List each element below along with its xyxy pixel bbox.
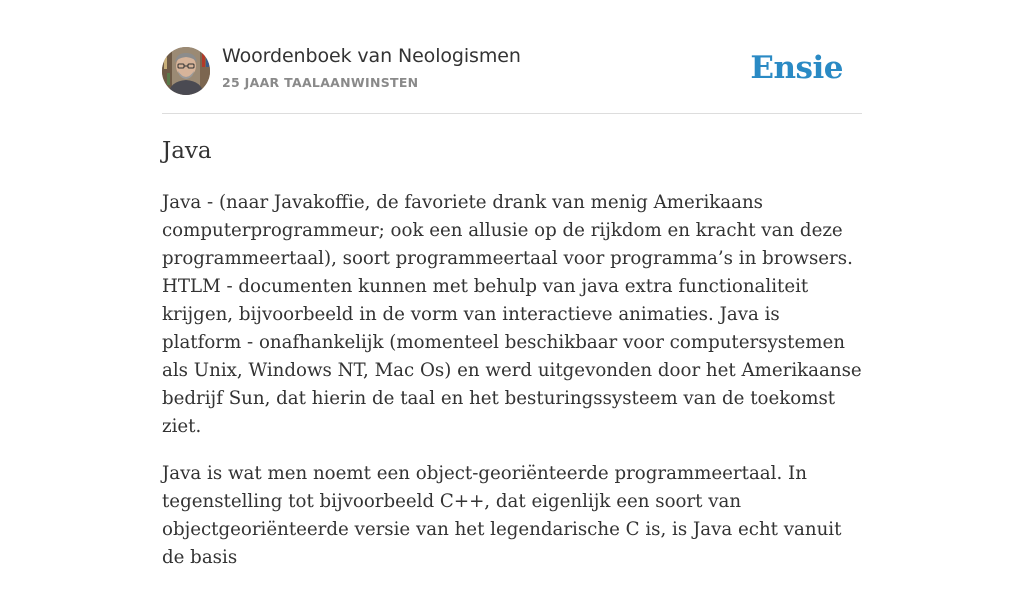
ensie-logo[interactable]: Ensie xyxy=(750,50,843,86)
source-subtitle: 25 JAAR TAALAANWINSTEN xyxy=(222,75,419,90)
page xyxy=(162,0,862,568)
source-title[interactable]: Woordenboek van Neologismen xyxy=(222,45,521,67)
author-portrait-icon xyxy=(162,47,210,95)
entry-paragraph: Java - (naar Javakoffie, de favoriete drank van menig Amerikaans computerprogrammeur; ook een allusie op de rijkdom en kracht van deze programmeertaal), soort programmeertaal voor programma’s in browsers. HTLM - documenten kunnen met behulp van java extra functionaliteit krijgen, bijvoorbeeld in de vorm van interactieve animaties. Java is platform - onafhankelijk (momenteel beschikbaar voor computersystemen als Unix, Windows NT, Mac Os) en werd uitgevonden door het Amerikaanse bedrijf Sun, dat hierin de taal en het besturingssysteem van de toekomst ziet. xyxy=(162,192,862,437)
entry-paragraph: Java is wat men noemt een object-georiënteerde programmeertaal. In tegenstelling tot bijvoorbeeld C++, dat eigenlijk een soort van objectgeoriënteerde versie van het legendarische C is, is Java echt vanuit de basis xyxy=(162,463,842,568)
author-avatar[interactable] xyxy=(162,47,210,95)
entry-content xyxy=(162,189,862,591)
source-header xyxy=(162,0,862,114)
entry-title: Java xyxy=(162,138,212,164)
